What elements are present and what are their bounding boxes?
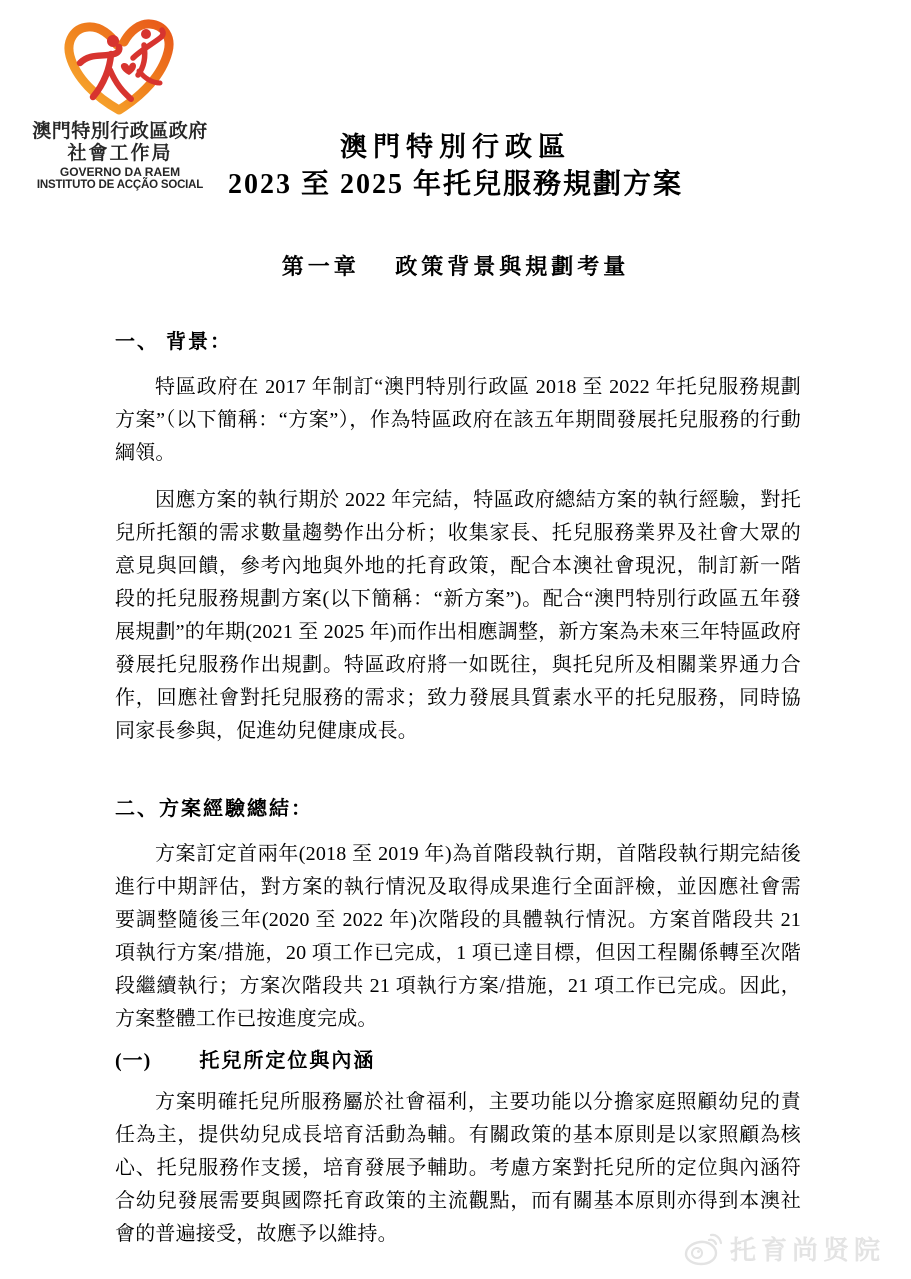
- org-name-pt-line1: GOVERNO DA RAEM: [59, 165, 181, 179]
- org-name-pt-line2: INSTITUTO DE ACÇÃO SOCIAL: [36, 179, 204, 191]
- subsection-1-title: 托兒所定位與內涵: [199, 1050, 376, 1072]
- org-name-zh-line1: 澳門特別行政區政府: [32, 121, 208, 142]
- document-title: [0, 131, 911, 202]
- section-1-paragraph-2: 因應方案的執行期於 2022 年完結，特區政府總結方案的執行經驗，對托兒所托額的需求數量趨勢作出分析；收集家長、托兒服務業界及社會大眾的意見與回饋，參考內地與外地的托育政策，配合本澳社會現況，制訂新一階段的托兒服務規劃方案(以下簡稱：“新方案”)。配合“澳門特別行政區五年發展規劃”的年期(2021 至 2025 年)而作出相應調整，新方案為未來三年特區政府發展托兒服務作出規劃。特區政府將一如既往，與托兒所及相關業界通力合作，回應社會對托兒服務的需求；致力發展具質素水平的托兒服務，同時協同家長參與，促進幼兒健康成長。: [115, 489, 801, 742]
- section-1-heading: 一、 背景：: [115, 331, 232, 353]
- ias-heart-logo-icon: [56, 10, 184, 120]
- watermark-text: 托育尚贤院: [729, 1235, 885, 1265]
- document-body: [115, 327, 801, 1251]
- section-2-paragraph-1: 方案訂定首兩年(2018 至 2019 年)為首階段執行期，首階段執行期完結後進行中期評估，對方案的執行情況及取得成果進行全面評檢，並因應社會需要調整隨後三年(2020 至 2022 年)次階段的具體執行情況。方案首階段共 21 項執行方案/措施，20 項工作已完成，1 項已達目標，但因工程關係轉至次階段繼續執行；方案次階段共 21 項執行方案/措施，21 項工作已完成。因此，方案整體工作已按進度完成。: [115, 843, 801, 1030]
- watermark: [681, 1230, 885, 1267]
- weibo-icon: [681, 1232, 723, 1266]
- document-title-line2: 2023 至 2025 年托兒服務規劃方案: [227, 169, 683, 200]
- subsection-1-number: (一): [115, 1050, 152, 1072]
- subsection-1-paragraph-1: 方案明確托兒所服務屬於社會福利，主要功能以分擔家庭照顧幼兒的責任為主，提供幼兒成長培育活動為輔。有關政策的基本原則是以家照顧為核心、托兒服務作支援，培育發展予輔助。考慮方案對托兒所的定位與內涵符合幼兒發展需要與國際托育政策的主流觀點，而有關基本原則亦得到本澳社會的普遍接受，故應予以維持。: [115, 1091, 801, 1245]
- section-2-heading: 二、方案經驗總結：: [115, 798, 313, 820]
- chapter-heading: 第一章 政策背景與規劃考量: [281, 254, 630, 279]
- document-title-line1: 澳門特別行政區: [340, 132, 571, 162]
- subsection-1-heading: [115, 1046, 801, 1076]
- section-1-paragraph-1: 特區政府在 2017 年制訂“澳門特別行政區 2018 至 2022 年托兒服務規劃方案”（以下簡稱：“方案”），作為特區政府在該五年期間發展托兒服務的行動綱領。: [115, 376, 801, 464]
- org-name-zh-line2: 社會工作局: [67, 143, 173, 164]
